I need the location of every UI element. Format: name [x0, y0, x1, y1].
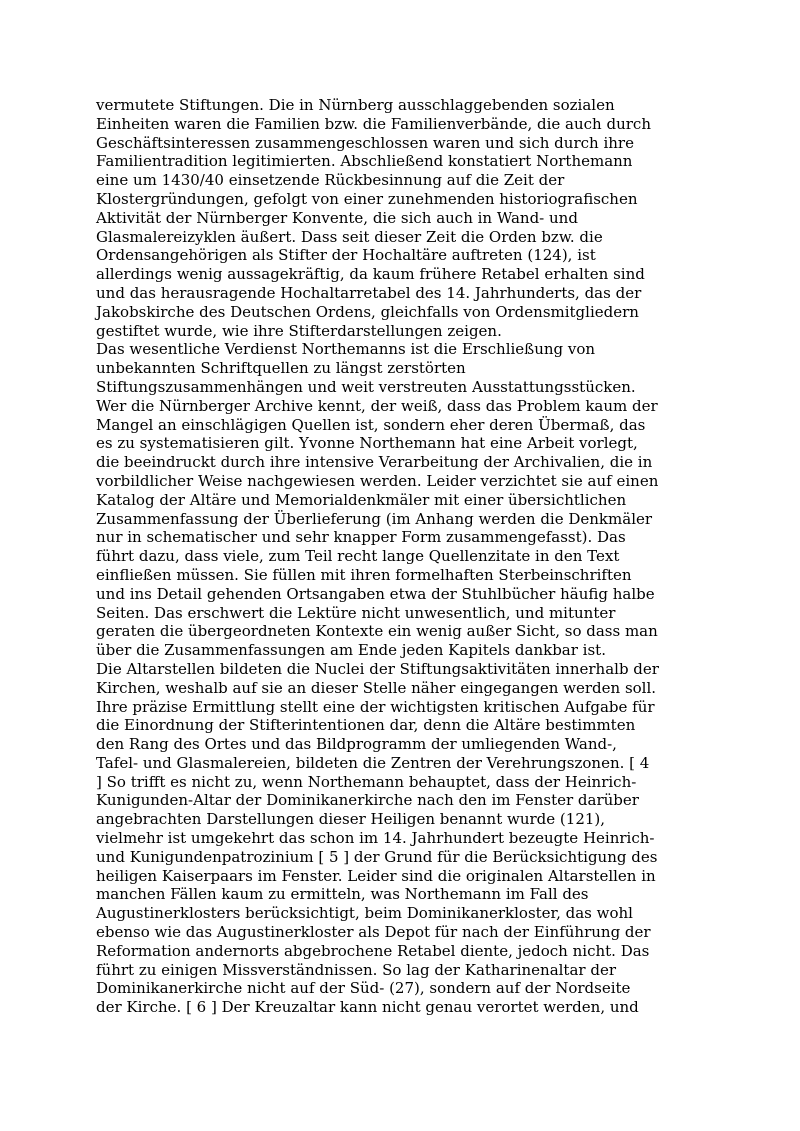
text-line: Ihre präzise Ermittlung stellt eine der wichtigsten kritischen Aufgabe für: [96, 697, 655, 716]
text-line: die beeindruckt durch ihre intensive Verarbeitung der Archivalien, die in: [96, 453, 653, 472]
text-line: die Einordnung der Stifterintentionen dar, denn die Altäre bestimmten: [96, 716, 636, 735]
text-line: der Kirche. [ 6 ] Der Kreuzaltar kann nicht genau verortet werden, und: [96, 998, 639, 1017]
text-line: Augustinerklosters berücksichtigt, beim Dominikanerkloster, das wohl: [96, 904, 633, 923]
text-line: führt dazu, dass viele, zum Teil recht lange Quellenzitate in den Text: [96, 547, 620, 566]
text-line: Das wesentliche Verdienst Northemanns ist die Erschließung von: [96, 340, 596, 359]
text-line: Katalog der Altäre und Memorialdenkmäler mit einer übersichtlichen: [96, 490, 627, 509]
text-line: ] So trifft es nicht zu, wenn Northemann behauptet, dass der Heinrich-: [96, 772, 637, 791]
text-line: Wer die Nürnberger Archive kennt, der weiß, dass das Problem kaum der: [96, 396, 658, 415]
text-line: vorbildlicher Weise nachgewiesen werden. Leider verzichtet sie auf einen: [96, 471, 659, 490]
text-line: eine um 1430/40 einsetzende Rückbesinnung auf die Zeit der: [96, 171, 565, 190]
text-line: angebrachten Darstellungen dieser Heiligen benannt wurde (121),: [96, 810, 606, 829]
paragraph-3: [96, 660, 706, 1017]
text-line: unbekannten Schriftquellen zu längst zerstörten: [96, 359, 466, 378]
text-line: Geschäftsinteressen zusammengeschlossen waren und sich durch ihre: [96, 133, 634, 152]
text-line: Seiten. Das erschwert die Lektüre nicht unwesentlich, und mitunter: [96, 603, 616, 622]
text-line: Mangel an einschlägigen Quellen ist, sondern eher deren Übermaß, das: [96, 415, 646, 434]
text-line: Kirchen, weshalb auf sie an dieser Stelle näher eingegangen werden soll.: [96, 678, 657, 697]
text-line: Kunigunden-Altar der Dominikanerkirche nach den im Fenster darüber: [96, 791, 639, 810]
text-line: Familientradition legitimierten. Abschließend konstatiert Northemann: [96, 152, 633, 171]
text-line: nur in schematischer und sehr knapper Form zusammengefasst). Das: [96, 528, 626, 547]
text-line: Dominikanerkirche nicht auf der Süd- (27), sondern auf der Nordseite: [96, 979, 631, 998]
text-line: und Kunigundenpatrozinium [ 5 ] der Grund für die Berücksichtigung des: [96, 847, 658, 866]
text-line: einfließen müssen. Sie füllen mit ihren formelhaften Sterbeinschriften: [96, 565, 632, 584]
document-page: [96, 96, 706, 1017]
text-line: Stiftungszusammenhängen und weit verstreuten Ausstattungsstücken.: [96, 377, 636, 396]
text-line: Glasmalereizyklen äußert. Dass seit dieser Zeit die Orden bzw. die: [96, 227, 603, 246]
text-line: Klostergründungen, gefolgt von einer zunehmenden historiografischen: [96, 189, 638, 208]
text-line: Einheiten waren die Familien bzw. die Familienverbände, die auch durch: [96, 114, 651, 133]
text-line: Aktivität der Nürnberger Konvente, die sich auch in Wand- und: [96, 208, 578, 227]
text-line: heiligen Kaiserpaars im Fenster. Leider sind die originalen Altarstellen in: [96, 866, 656, 885]
paragraph-2: [96, 340, 706, 660]
text-line: es zu systematisieren gilt. Yvonne Northemann hat eine Arbeit vorlegt,: [96, 434, 638, 453]
text-line: Ordensangehörigen als Stifter der Hochaltäre auftreten (124), ist: [96, 246, 596, 265]
text-line: gestiftet wurde, wie ihre Stifterdarstellungen zeigen.: [96, 321, 502, 340]
text-line: Jakobskirche des Deutschen Ordens, gleichfalls von Ordensmitgliedern: [96, 302, 639, 321]
text-line: und ins Detail gehenden Ortsangaben etwa der Stuhlbücher häufig halbe: [96, 584, 655, 603]
text-line: Die Altarstellen bildeten die Nuclei der Stiftungsaktivitäten innerhalb der: [96, 659, 659, 678]
text-line: Tafel- und Glasmalereien, bildeten die Zentren der Verehrungszonen. [ 4: [96, 753, 650, 772]
text-line: manchen Fällen kaum zu ermitteln, was Northemann im Fall des: [96, 885, 589, 904]
text-line: Reformation andernorts abgebrochene Retabel diente, jedoch nicht. Das: [96, 941, 650, 960]
text-line: ebenso wie das Augustinerkloster als Depot für nach der Einführung der: [96, 923, 651, 942]
text-line: über die Zusammenfassungen am Ende jeden Kapitels dankbar ist.: [96, 641, 606, 660]
text-line: geraten die übergeordneten Kontexte ein wenig außer Sicht, so dass man: [96, 622, 658, 641]
text-line: führt zu einigen Missverständnissen. So lag der Katharinenaltar der: [96, 960, 616, 979]
text-line: vermutete Stiftungen. Die in Nürnberg ausschlaggebenden sozialen: [96, 96, 615, 114]
text-line: vielmehr ist umgekehrt das schon im 14. Jahrhundert bezeugte Heinrich-: [96, 829, 655, 848]
paragraph-1: [96, 96, 706, 340]
text-line: Zusammenfassung der Überlieferung (im Anhang werden die Denkmäler: [96, 509, 653, 528]
text-line: allerdings wenig aussagekräftig, da kaum frühere Retabel erhalten sind: [96, 265, 645, 284]
text-line: und das herausragende Hochaltarretabel des 14. Jahrhunderts, das der: [96, 283, 642, 302]
text-line: den Rang des Ortes und das Bildprogramm der umliegenden Wand-,: [96, 735, 617, 754]
